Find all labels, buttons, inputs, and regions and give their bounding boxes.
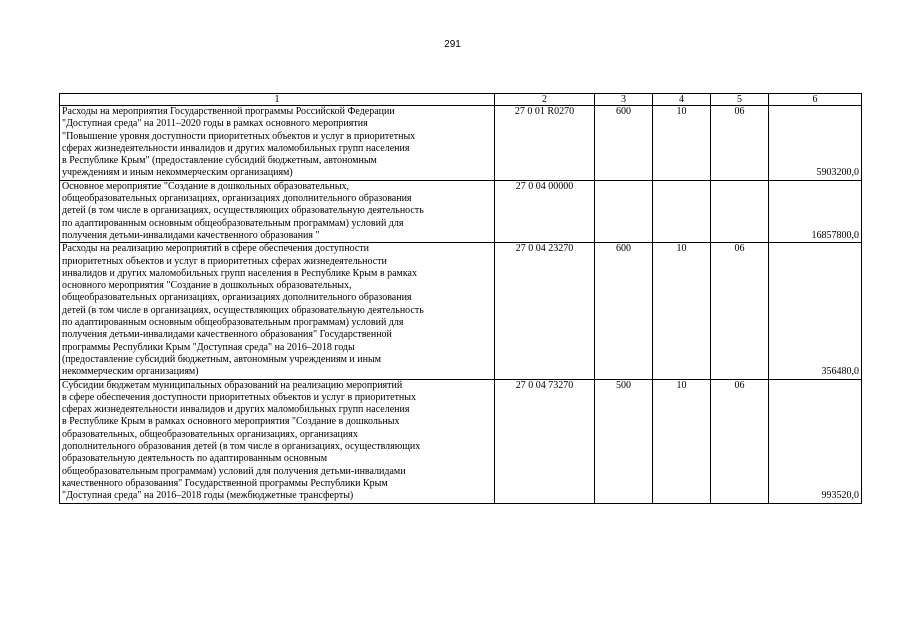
column-header-6: 6 — [769, 94, 862, 106]
row-col-5: 06 — [711, 379, 769, 503]
row-amount: 356480,0 — [769, 243, 862, 379]
row-description: Расходы на реализацию мероприятий в сфере обеспечения доступности приоритетных объектов и услуг в приоритетных сферах жизнедеятельности инвалидов и других маломобильных групп населения в Республике Крым в рамках основного мероприятия "Создание в дошкольных образовательных, общеобразовательных организациях, организациях дополнительного образования детей (в том числе в организациях, осуществляющих образовательную деятельность по адаптированным основным общеобразовательным программам) условий для получения детьми-инвалидами качественного образования" Государственной программы Республики Крым "Доступная среда" на 2016–2018 годы (предоставление субсидий бюджетным, автономным учреждениям и иным некоммерческим организациям) — [60, 243, 495, 379]
table-row — [60, 180, 862, 242]
table-row — [60, 243, 862, 379]
row-description: Основное мероприятие "Создание в дошкольных образовательных, общеобразовательных организациях, организациях дополнительного образования детей (в том числе в организациях, осуществляющих образовательную деятельность по адаптированным основным общеобразовательным программам) условий для получения детьми-инвалидами качественного образования " — [60, 180, 495, 242]
row-col-5 — [711, 180, 769, 242]
table-row — [60, 379, 862, 503]
row-col-3: 500 — [595, 379, 653, 503]
column-header-2: 2 — [495, 94, 595, 106]
row-amount: 5903200,0 — [769, 106, 862, 181]
column-header-3: 3 — [595, 94, 653, 106]
column-header-4: 4 — [653, 94, 711, 106]
row-amount: 16857800,0 — [769, 180, 862, 242]
row-col-3: 600 — [595, 106, 653, 181]
row-col-4: 10 — [653, 379, 711, 503]
row-code: 27 0 04 73270 — [495, 379, 595, 503]
budget-table — [59, 93, 862, 504]
row-amount: 993520,0 — [769, 379, 862, 503]
row-col-5: 06 — [711, 243, 769, 379]
column-header-5: 5 — [711, 94, 769, 106]
row-col-4: 10 — [653, 106, 711, 181]
row-col-5: 06 — [711, 106, 769, 181]
row-description: Расходы на мероприятия Государственной программы Российской Федерации "Доступная среда" на 2011–2020 годы в рамках основного мероприятия "Повышение уровня доступности приоритетных объектов и услуг в приоритетных сферах жизнедеятельности инвалидов и других маломобильных групп населения в Республике Крым" (предоставление субсидий бюджетным, автономным учреждениям и иным некоммерческим организациям) — [60, 106, 495, 181]
row-col-4 — [653, 180, 711, 242]
row-col-3 — [595, 180, 653, 242]
row-code: 27 0 04 23270 — [495, 243, 595, 379]
table-header-row — [60, 94, 862, 106]
row-col-4: 10 — [653, 243, 711, 379]
row-col-3: 600 — [595, 243, 653, 379]
row-code: 27 0 04 00000 — [495, 180, 595, 242]
column-header-1: 1 — [60, 94, 495, 106]
row-description: Субсидии бюджетам муниципальных образований на реализацию мероприятий в сфере обеспечения доступности приоритетных объектов и услуг в приоритетных сферах жизнедеятельности инвалидов и других маломобильных групп населения в Республике Крым в рамках основного мероприятия "Создание в дошкольных образовательных, общеобразовательных организациях, организациях дополнительного образования детей (в том числе в организациях, осуществляющих образовательную деятельность по адаптированным основным общеобразовательным программам) условий для получения детьми-инвалидами качественного образования" Государственной программы Республики Крым "Доступная среда" на 2016–2018 годы (межбюджетные трансферты) — [60, 379, 495, 503]
row-code: 27 0 01 R0270 — [495, 106, 595, 181]
page-number: 291 — [444, 39, 461, 50]
table-row — [60, 106, 862, 181]
